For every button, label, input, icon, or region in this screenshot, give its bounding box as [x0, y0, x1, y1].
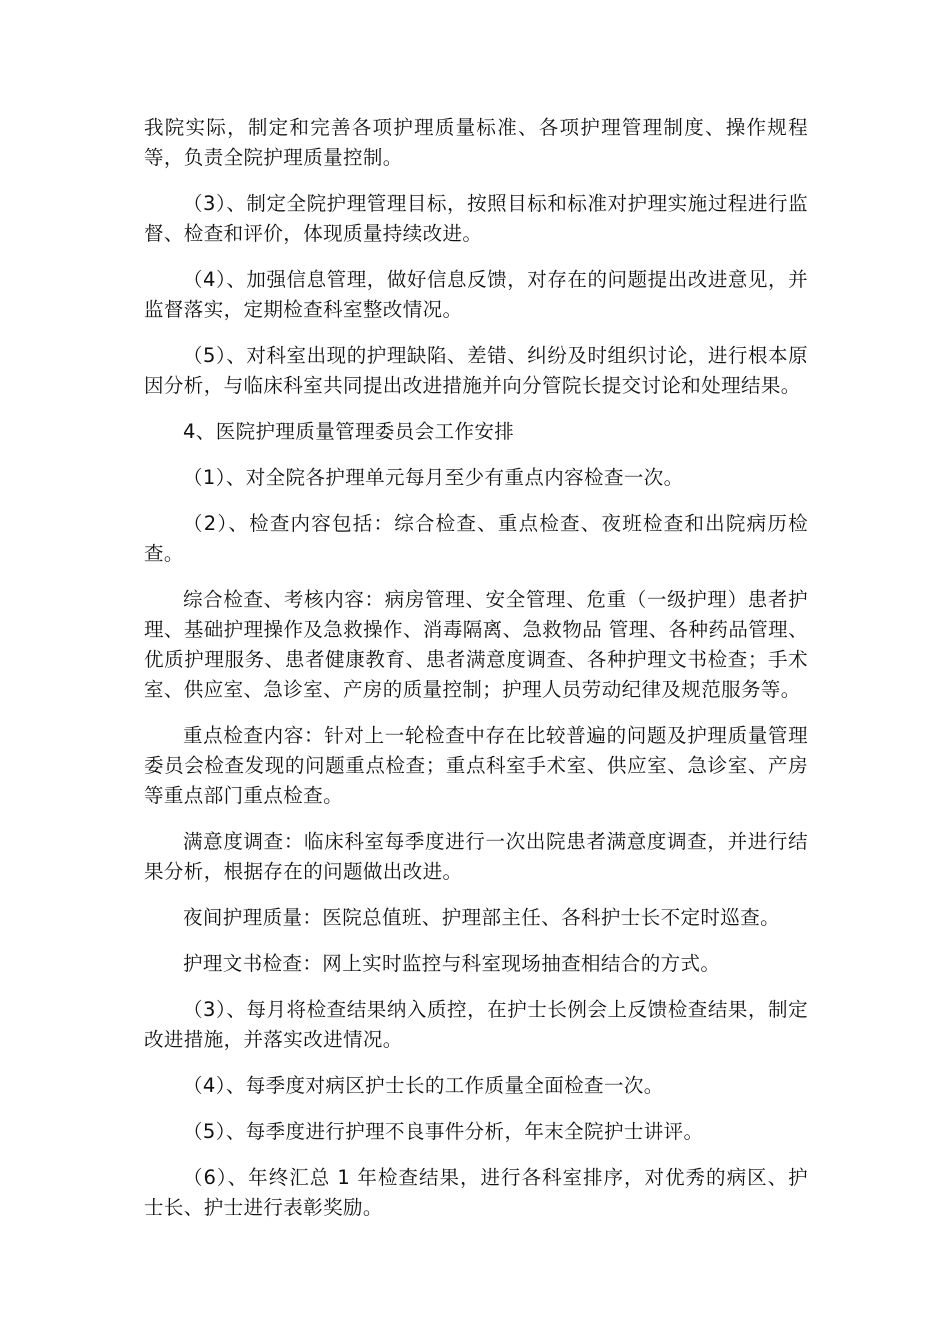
paragraph-item-4-quarterly-head-nurse-check: （4）、每季度对病区护士长的工作质量全面检查一次。 — [183, 1074, 664, 1097]
paragraph-satisfaction-survey: 满意度调查：临床科室每季度进行一次出院患者满意度调查，并进行结果分析，根据存在的问题做出改进。 — [144, 830, 808, 883]
document-page — [144, 113, 808, 1239]
section-heading-committee-arrangement: 4、医院护理质量管理委员会工作安排 — [183, 420, 515, 443]
paragraph-item-5-adverse-event-analysis: （5）、每季度进行护理不良事件分析，年末全院护士讲评。 — [183, 1120, 704, 1143]
paragraph-item-5-defect-analysis: （5）、对科室出现的护理缺陷、差错、纠纷及时组织讨论，进行根本原因分析，与临床科室共同提出改进措施并向分管院长提交讨论和处理结果。 — [144, 344, 808, 397]
paragraph-item-2-check-contents: （2）、检查内容包括：综合检查、重点检查、夜班检查和出院病历检查。 — [144, 512, 808, 565]
paragraph-nursing-documents-check: 护理文书检查：网上实时监控与科室现场抽查相结合的方式。 — [183, 952, 721, 975]
paragraph-comprehensive-check: 综合检查、考核内容：病房管理、安全管理、危重（一级护理）患者护理、基础护理操作及急救操作、消毒隔离、急救物品 管理、各种药品管理、优质护理服务、患者健康教育、患者满意度调查、各种护理文书检查；手术室、供应室、急诊室、产房的质量控制；护理人员劳动纪律及规范服务等。 — [144, 588, 808, 701]
paragraph-key-check: 重点检查内容：针对上一轮检查中存在比较普遍的问题及护理质量管理委员会检查发现的问题重点检查；重点科室手术室、供应室、急诊室、产房等重点部门重点检查。 — [144, 724, 808, 807]
paragraph-item-6-annual-ranking: （6）、年终汇总 1 年检查结果，进行各科室排序，对优秀的病区、护士长、护士进行表彰奖励。 — [144, 1166, 808, 1219]
paragraph-item-4-information-management: （4）、加强信息管理，做好信息反馈，对存在的问题提出改进意见，并监督落实，定期检查科室整改情况。 — [144, 268, 808, 321]
paragraph-continuation: 我院实际，制定和完善各项护理质量标准、各项护理管理制度、操作规程等，负责全院护理质量控制。 — [144, 116, 808, 169]
paragraph-item-3-management-goals: （3）、制定全院护理管理目标，按照目标和标准对护理实施过程进行监督、检查和评价，体现质量持续改进。 — [144, 192, 808, 245]
paragraph-item-3-monthly-feedback: （3）、每月将检查结果纳入质控，在护士长例会上反馈检查结果，制定改进措施，并落实改进情况。 — [144, 998, 808, 1051]
paragraph-item-1-monthly-check: （1）、对全院各护理单元每月至少有重点内容检查一次。 — [183, 466, 684, 489]
paragraph-night-nursing-quality: 夜间护理质量：医院总值班、护理部主任、各科护士长不定时巡查。 — [183, 906, 781, 929]
